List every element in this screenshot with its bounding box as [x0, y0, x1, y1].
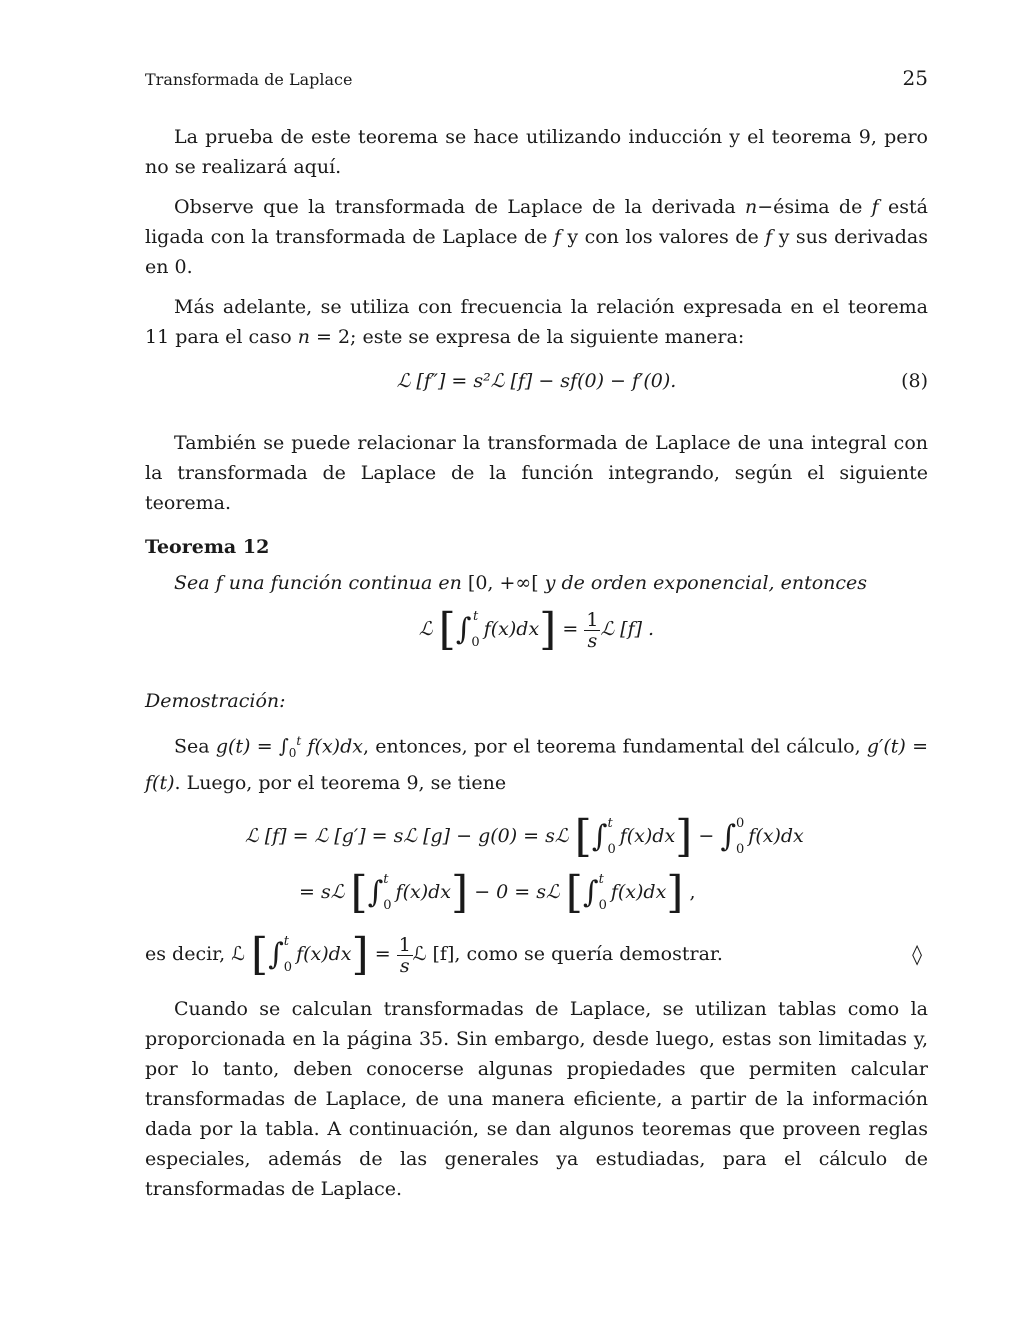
proof-first-line: Sea $g(t) = \int_0^t$ f(x)dx, entonces, por el teorema fundamental del cálculo, g′(t) = f(t). Luego, por el teorema 9, se tiene	[145, 734, 928, 795]
page-number: 25	[902, 66, 928, 90]
page-header	[145, 66, 928, 96]
derivation-row-1: ℒ [f] = ℒ [g′] = sℒ [g] − g(0) = sℒ [∫ t 0 f(x)dx] − ∫ 0 0 f(x)dx	[245, 811, 804, 863]
theorem-formula: ℒ [∫ t 0 f(x)dx] = $\frac{1}{s}$ ℒ [f] .	[418, 604, 655, 655]
equation-8-body: ℒ [f″] = s²ℒ [f] − sf(0) − f′(0).	[396, 370, 677, 392]
qed-diamond-icon: ◊	[912, 942, 922, 967]
theorem-heading: Teorema 12	[145, 536, 270, 558]
paragraph-integral-intro: También se puede relacionar la transformada de Laplace de una integral con la transformada de Laplace de la función integrando, según el siguiente teorema.	[145, 432, 928, 514]
proof-conclusion: es decir, ℒ [∫ t 0 f(x)dx] = $\frac{1}{s}$ ℒ [f], como se quería demostrar. ◊	[145, 926, 928, 982]
derivation-row-2: = sℒ [∫ t 0 f(x)dx] − 0 = sℒ [∫ t 0 f(x)dx] ,	[299, 867, 696, 919]
paragraph-relation: Más adelante, se utiliza con frecuencia la relación expresada en el teorema 11 para el caso n = 2; este se expresa de la siguiente manera:	[145, 296, 928, 348]
paragraph-tables: Cuando se calculan transformadas de Laplace, se utilizan tablas como la proporcionada en la página 35. Sin embargo, desde luego, estas son limitadas y, por lo tanto, deben conocerse algunas propiedades que permiten calcular transformadas de Laplace, de una manera eficiente, a partir de la información dada por la tabla. A continuación, se dan algunos teoremas que proveen reglas especiales, además de las generales ya estudiadas, para el cálculo de transformadas de Laplace.	[145, 998, 928, 1201]
proof-label: Demostración:	[145, 690, 286, 712]
paragraph-proof-note: La prueba de este teorema se hace utilizando inducción y el teorema 9, pero no se realizará aquí.	[145, 126, 928, 178]
equation-number: (8)	[901, 370, 928, 392]
running-title: Transformada de Laplace	[145, 70, 353, 89]
equation-8	[145, 364, 928, 398]
proof-derivation	[245, 808, 928, 920]
theorem-statement: Sea f una función continua en [0, +∞[ y de orden exponencial, entonces	[174, 572, 868, 594]
page-content	[145, 122, 928, 1214]
paragraph-observe: Observe que la transformada de Laplace de la derivada n−ésima de f está ligada con la transformada de Laplace de f y con los valores de f y sus derivadas en 0.	[145, 196, 929, 278]
